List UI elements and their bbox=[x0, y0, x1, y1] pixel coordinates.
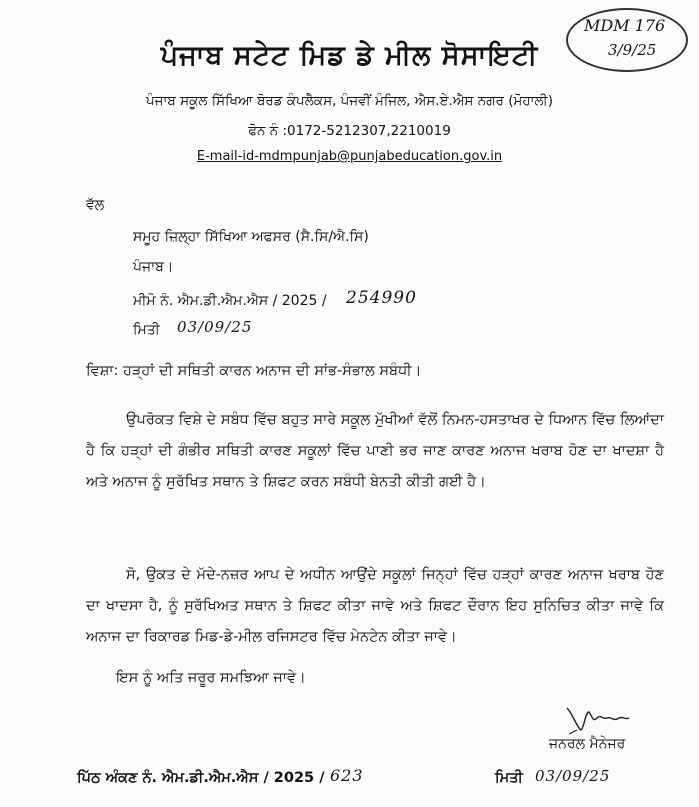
memo-label: ਮੀਮੋ ਨੰ. ਐਮ.ਡੀ.ਐਮ.ਐਸ / 2025 / bbox=[133, 293, 327, 309]
letterhead-address: ਪੰਜਾਬ ਸਕੂਲ ਸਿੱਖਿਆ ਬੋਰਡ ਕੰਪਲੈਕਸ, ਪੰਜਵੀਂ ਮੰਜਿਲ, ਐਸ.ਏ.ਐਸ ਨਗਰ (ਮੋਹਾਲੀ) bbox=[146, 93, 553, 109]
signatory-title: ਜਨਰਲ ਮੈਨੇਜਰ bbox=[549, 736, 626, 752]
signature-scribble bbox=[563, 700, 633, 736]
recipient-state: ਪੰਜਾਬ। bbox=[133, 259, 174, 275]
paragraph-1 bbox=[86, 405, 664, 498]
stamp-line-1: MDM 176 bbox=[584, 16, 666, 35]
memo-number: 254990 bbox=[346, 288, 417, 308]
letterhead-title: ਪੰਜਾਬ ਸਟੇਟ ਮਿਡ ਡੇ ਮੀਲ ਸੋਸਾਇਟੀ bbox=[160, 40, 539, 71]
to-label: ਵੱਲ bbox=[86, 197, 105, 213]
stamp-line-2: 3/9/25 bbox=[608, 41, 657, 59]
memo-date-label: ਮਿਤੀ bbox=[133, 322, 160, 338]
subject: ਵਿਸ਼ਾ: ਹੜ੍ਹਾਂ ਦੀ ਸਥਿਤੀ ਕਾਰਨ ਅਨਾਜ ਦੀ ਸਾਂਭ-ਸੰਭਾਲ ਸਬੰਧੀ। bbox=[86, 363, 422, 379]
endorsement-date-value: 03/09/25 bbox=[535, 767, 611, 785]
endorsement-number: 623 bbox=[330, 766, 364, 785]
endorsement-label: ਪਿੱਠ ਅੰਕਣ ਨੰ. ਐਮ.ਡੀ.ਐਮ.ਐਸ / 2025 / bbox=[77, 770, 325, 786]
closing-line: ਇਸ ਨੂੰ ਅਤਿ ਜਰੂਰ ਸਮਝਿਆ ਜਾਵੇ। bbox=[116, 670, 306, 686]
endorsement-date-label: ਮਿਤੀ bbox=[495, 770, 523, 786]
recipient: ਸਮੂਹ ਜ਼ਿਲ੍ਹਾ ਸਿੱਖਿਆ ਅਫਸਰ (ਸੈ.ਸਿ/ਐ.ਸਿ) bbox=[133, 229, 369, 245]
letterhead-phone: ਫੋਨ ਨੰ :0172-5212307,2210019 bbox=[248, 123, 451, 139]
paragraph-2 bbox=[86, 560, 664, 653]
paragraph-2-text: ਸੋ, ਉਕਤ ਦੇ ਮੱਦੇ-ਨਜ਼ਰ ਆਪ ਦੇ ਅਧੀਨ ਆਉਂਦੇ ਸਕੂਲਾਂ ਜਿਨ੍ਹਾਂ ਵਿੱਚ ਹੜ੍ਹਾਂ ਕਾਰਣ ਅਨਾਜ ਖਰਾਬ ਹੋਣ ਦਾ ਖਾਦਸਾ ਹੈ, ਨੂੰ ਸੁਰੱਖਿਅਤ ਸਥਾਨ ਤੇ ਸ਼ਿਫਟ ਕੀਤਾ ਜਾਵੇ ਅਤੇ ਸ਼ਿਫਟ ਦੌਰਾਨ ਇਹ ਸੁਨਿਚਿਤ ਕੀਤਾ ਜਾਵੇ ਕਿ ਅਨਾਜ ਦਾ ਰਿਕਾਰਡ ਮਿਡ-ਡੇ-ਮੀਲ ਰਜਿਸਟਰ ਵਿੱਚ ਮੇਨਟੇਨ ਕੀਤਾ ਜਾਵੇ। bbox=[86, 567, 664, 645]
paragraph-1-text: ਉਪਰੋਕਤ ਵਿਸ਼ੇ ਦੇ ਸਬੰਧ ਵਿੱਚ ਬਹੁਤ ਸਾਰੇ ਸਕੂਲ ਮੁੱਖੀਆਂ ਵੱਲੋਂ ਨਿਮਨ-ਹਸਤਾਖਰ ਦੇ ਧਿਆਨ ਵਿੱਚ ਲਿਆਂਦਾ ਹੈ ਕਿ ਹੜ੍ਹਾਂ ਦੀ ਗੰਭੀਰ ਸਥਿਤੀ ਕਾਰਣ ਸਕੂਲਾਂ ਵਿੱਚ ਪਾਣੀ ਭਰ ਜਾਣ ਕਾਰਣ ਅਨਾਜ ਖਰਾਬ ਹੋਣ ਦਾ ਖਾਦਸ਼ਾ ਹੈ ਅਤੇ ਅਨਾਜ ਨੂੰ ਸੁਰੱਖਿਤ ਸਥਾਨ ਤੇ ਸ਼ਿਫਟ ਕਰਨ ਸਬੰਧੀ ਬੇਨਤੀ ਕੀਤੀ ਗਈ ਹੈ। bbox=[86, 412, 664, 490]
memo-date-value: 03/09/25 bbox=[177, 318, 253, 336]
letterhead-email[interactable]: E-mail-id-mdmpunjab@punjabeducation.gov.in bbox=[196, 149, 503, 164]
